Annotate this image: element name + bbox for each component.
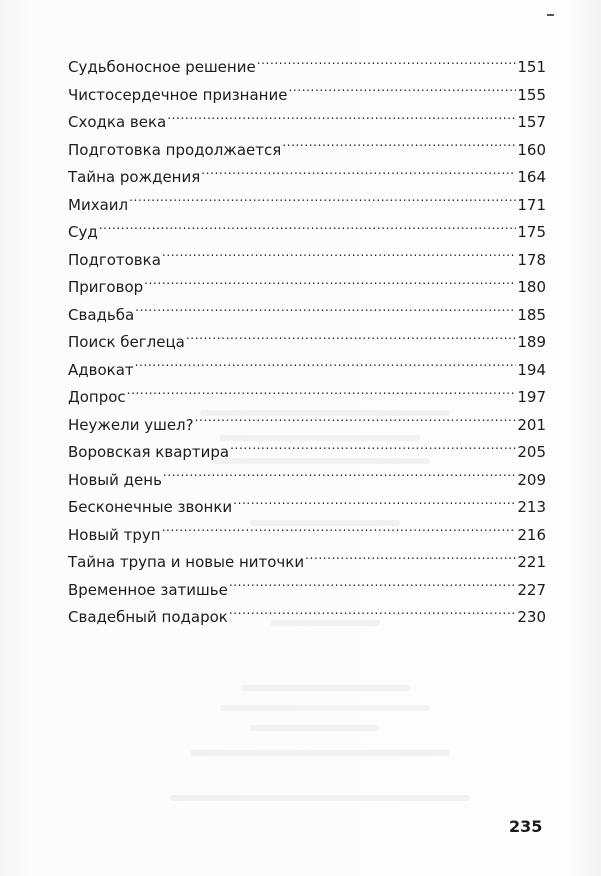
dot-leader — [162, 250, 516, 265]
toc-entry — [68, 164, 546, 192]
toc-entry-page: 157 — [517, 113, 546, 131]
toc-entry-title: Воровская квартира — [68, 443, 230, 461]
dot-leader — [230, 442, 516, 457]
toc-entry-page: 151 — [517, 58, 546, 76]
toc-entry — [68, 247, 546, 275]
dot-leader — [135, 305, 516, 320]
toc-entry — [68, 439, 546, 467]
table-of-contents — [68, 54, 546, 632]
toc-entry-page: 178 — [517, 250, 546, 269]
toc-entry-page: 160 — [517, 140, 546, 159]
toc-entry-page: 189 — [517, 333, 546, 351]
toc-entry — [68, 329, 546, 357]
toc-entry-title: Свадьба — [68, 305, 135, 324]
toc-entry-page: 180 — [517, 278, 546, 296]
toc-entry-title: Свадебный подарок — [68, 608, 228, 626]
toc-entry-page: 197 — [517, 388, 546, 406]
toc-entry — [68, 192, 546, 220]
toc-entry-title: Поиск беглеца — [68, 333, 185, 351]
toc-entry — [68, 549, 546, 577]
dot-leader — [195, 415, 517, 430]
toc-entry-page: 213 — [517, 498, 546, 516]
toc-entry — [68, 604, 546, 632]
toc-entry-title: Сходка века — [68, 113, 167, 131]
toc-entry — [68, 467, 546, 495]
dot-leader — [305, 552, 516, 567]
toc-entry-page: 175 — [517, 223, 546, 241]
toc-entry — [68, 274, 546, 302]
dot-leader — [229, 607, 517, 622]
toc-entry-page: 185 — [517, 305, 546, 324]
dot-leader — [233, 497, 516, 512]
toc-entry-title: Тайна трупа и новые ниточки — [68, 553, 305, 571]
dot-leader — [162, 525, 517, 540]
toc-entry-title: Михаил — [68, 195, 129, 214]
toc-entry-title: Адвокат — [68, 360, 134, 379]
dot-leader — [288, 85, 516, 100]
dot-leader — [163, 470, 516, 485]
toc-entry — [68, 82, 546, 110]
toc-entry-page: 171 — [517, 195, 546, 214]
toc-entry-page: 221 — [517, 553, 546, 571]
toc-entry-title: Неужели ушел? — [68, 415, 194, 434]
toc-entry-page: 205 — [517, 443, 546, 461]
dot-leader — [282, 140, 516, 155]
toc-entry — [68, 384, 546, 412]
toc-entry-title: Подготовка — [68, 250, 161, 269]
toc-entry-title: Новый труп — [68, 525, 161, 544]
toc-entry-page: 209 — [517, 470, 546, 489]
toc-entry-title: Чистосердечное признание — [68, 85, 288, 104]
toc-entry-title: Суд — [68, 223, 98, 241]
dot-leader — [229, 580, 517, 595]
toc-entry-title: Бесконечные звонки — [68, 498, 233, 516]
dot-leader — [144, 277, 516, 292]
toc-entry-page: 194 — [517, 360, 546, 379]
toc-entry — [68, 109, 546, 137]
dot-leader — [99, 222, 517, 237]
toc-entry-page: 164 — [517, 168, 546, 186]
toc-entry-page: 227 — [517, 580, 546, 599]
page-number: 235 — [509, 817, 543, 836]
toc-entry-page: 216 — [517, 525, 546, 544]
dot-leader — [186, 332, 517, 347]
toc-entry-page: 230 — [517, 608, 546, 626]
toc-entry — [68, 54, 546, 82]
toc-entry — [68, 577, 546, 605]
dot-leader — [135, 360, 517, 375]
toc-entry — [68, 357, 546, 385]
toc-entry — [68, 412, 546, 440]
dot-leader — [127, 387, 517, 402]
toc-entry-title: Подготовка продолжается — [68, 140, 282, 159]
toc-entry — [68, 522, 546, 550]
toc-entry — [68, 219, 546, 247]
dot-leader — [257, 57, 517, 72]
toc-entry — [68, 137, 546, 165]
print-mark — [547, 14, 554, 16]
dot-leader — [201, 167, 516, 182]
toc-entry-title: Тайна рождения — [68, 168, 201, 186]
toc-entry-title: Судьбоносное решение — [68, 58, 256, 76]
toc-entry-title: Временное затишье — [68, 580, 228, 599]
toc-entry-title: Новый день — [68, 470, 162, 489]
toc-entry — [68, 494, 546, 522]
toc-entry-page: 201 — [517, 415, 546, 434]
dot-leader — [167, 112, 516, 127]
toc-entry-title: Приговор — [68, 278, 144, 296]
dot-leader — [129, 195, 516, 210]
toc-entry-page: 155 — [517, 85, 546, 104]
toc-entry-title: Допрос — [68, 388, 126, 406]
toc-entry — [68, 302, 546, 330]
